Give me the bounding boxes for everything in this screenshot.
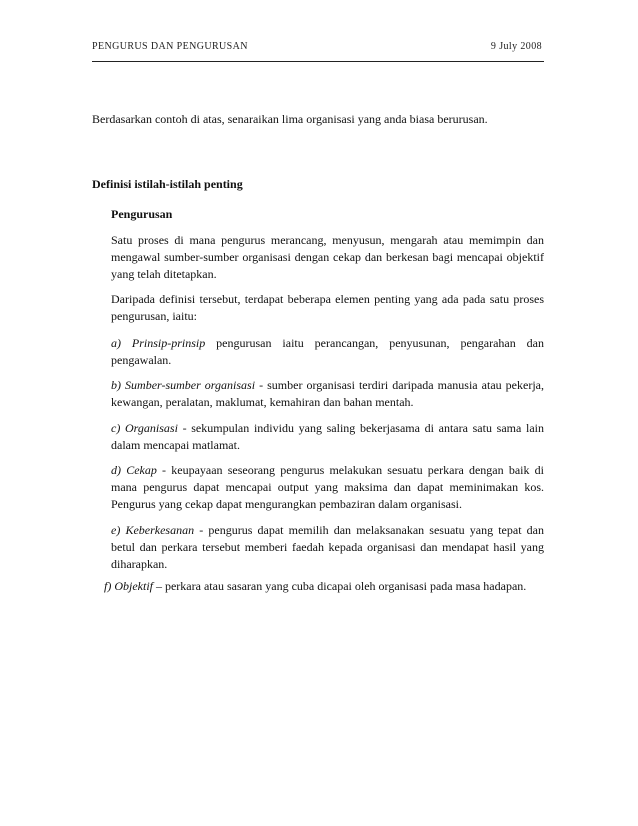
page-header: [92, 41, 544, 62]
element-term: f) Objektif: [104, 579, 153, 593]
element-item-e: [111, 522, 544, 573]
element-term: b) Sumber-sumber organisasi: [111, 378, 256, 392]
element-text: - sumber organisasi terdiri daripada manusia atau pekerja, kewangan, peralatan, maklumat, kemahiran dan bahan mentah.: [111, 378, 544, 409]
element-text: – perkara atau sasaran yang cuba dicapai oleh organisasi pada masa hadapan.: [152, 579, 527, 593]
elements-intro-paragraph: Daripada definisi tersebut, terdapat beberapa elemen penting yang ada pada satu proses pengurusan, iaitu:: [111, 292, 544, 323]
intro-question: Berdasarkan contoh di atas, senaraikan lima organisasi yang anda biasa berurusan.: [92, 112, 488, 126]
element-term: a) Prinsip-prinsip: [111, 336, 206, 350]
definition-paragraph: Satu proses di mana pengurus merancang, menyusun, mengarah atau memimpin dan mengawal sumber-sumber organisasi dengan cekap dan berkesan bagi mencapai objektif yang telah ditetapkan.: [111, 233, 544, 281]
header-title: PENGURUS DAN PENGURUSAN: [92, 41, 248, 52]
element-item-c: [111, 420, 544, 454]
element-item-d: [111, 462, 544, 513]
element-term: e) Keberkesanan: [111, 523, 195, 537]
element-text: - pengurus dapat memilih dan melaksanakan sesuatu yang tepat dan betul dan perkara tersebut memberi faedah kepada organisasi dan mendapat hasil yang diharapkan.: [111, 523, 544, 571]
subtitle-pengurusan: Pengurusan: [111, 207, 173, 221]
element-item-a: [111, 335, 544, 369]
element-term: d) Cekap: [111, 463, 157, 477]
header-date: 9 July 2008: [490, 41, 542, 52]
element-text: - keupayaan seseorang pengurus melakukan sesuatu perkara dengan baik di mana pengurus dapat mencapai output yang maksima dan dapat meminimakan kos. Pengurus yang cekap dapat mengurangkan pembaziran dalam organisasi.: [111, 463, 545, 511]
element-text: pengurusan iaitu perancangan, penyusunan, pengarahan dan pengawalan.: [111, 336, 544, 367]
element-item-f: [104, 578, 544, 595]
section-title: Definisi istilah-istilah penting: [92, 177, 243, 191]
element-text: - sekumpulan individu yang saling bekerjasama di antara satu sama lain dalam mencapai matlamat.: [111, 421, 544, 452]
element-term: c) Organisasi: [111, 421, 178, 435]
element-item-b: [111, 377, 544, 411]
